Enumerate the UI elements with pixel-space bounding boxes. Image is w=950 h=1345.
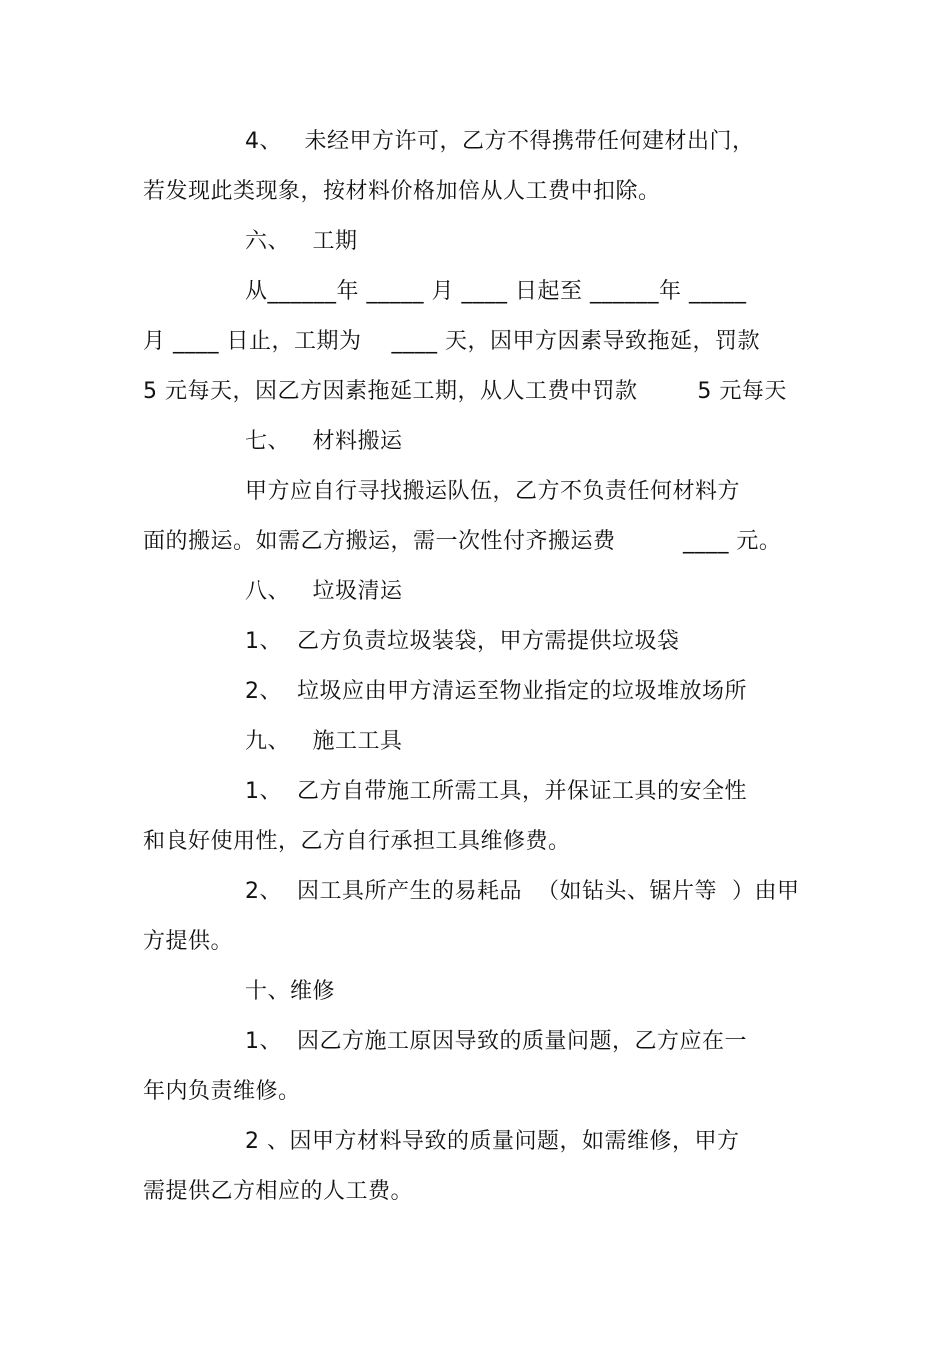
- repair-item-1-continuation: 年内负责维修。: [143, 1079, 301, 1104]
- repair-item-2: 2 、因甲方材料导致的质量问题，如需维修，甲方: [245, 1129, 740, 1154]
- material-handling-line-2: 面的搬运。如需乙方搬运，需一次性付齐搬运费 ____ 元。: [143, 529, 782, 554]
- section-heading-10-repair: 十、维修: [245, 979, 336, 1004]
- clause-5-item-4: 4、 未经甲方许可，乙方不得携带任何建材出门，: [245, 129, 755, 154]
- schedule-dates-line-1: 从______年 _____ 月 ____ 日起至 ______年 _____: [245, 279, 747, 304]
- tools-item-1-continuation: 和良好使用性，乙方自行承担工具维修费。: [143, 829, 571, 854]
- section-heading-7-material-handling: 七、 材料搬运: [245, 429, 403, 454]
- repair-item-2-continuation: 需提供乙方相应的人工费。: [143, 1179, 414, 1204]
- tools-item-2: 2、 因工具所产生的易耗品 （如钻头、锯片等 ）由甲: [245, 879, 800, 904]
- schedule-dates-line-2: 月 ____ 日止，工期为 ____ 天，因甲方因素导致拖延，罚款: [143, 329, 760, 354]
- repair-item-1: 1、 因乙方施工原因导致的质量问题，乙方应在一: [245, 1029, 747, 1054]
- section-heading-8-waste-removal: 八、 垃圾清运: [245, 579, 403, 604]
- tools-item-1: 1、 乙方自带施工所需工具，并保证工具的安全性: [245, 779, 747, 804]
- section-heading-6-schedule: 六、 工期: [245, 229, 358, 254]
- waste-removal-item-1: 1、 乙方负责垃圾装袋，甲方需提供垃圾袋: [245, 629, 680, 654]
- tools-item-2-continuation: 方提供。: [143, 929, 234, 954]
- section-heading-9-tools: 九、 施工工具: [245, 729, 403, 754]
- waste-removal-item-2: 2、 垃圾应由甲方清运至物业指定的垃圾堆放场所: [245, 679, 747, 704]
- clause-5-item-4-continuation: 若发现此类现象，按材料价格加倍从人工费中扣除。: [143, 179, 661, 204]
- material-handling-line-1: 甲方应自行寻找搬运队伍，乙方不负责任何材料方: [245, 479, 741, 504]
- schedule-penalty-line: 5 元每天，因乙方因素拖延工期，从人工费中罚款 5 元每天: [143, 379, 787, 404]
